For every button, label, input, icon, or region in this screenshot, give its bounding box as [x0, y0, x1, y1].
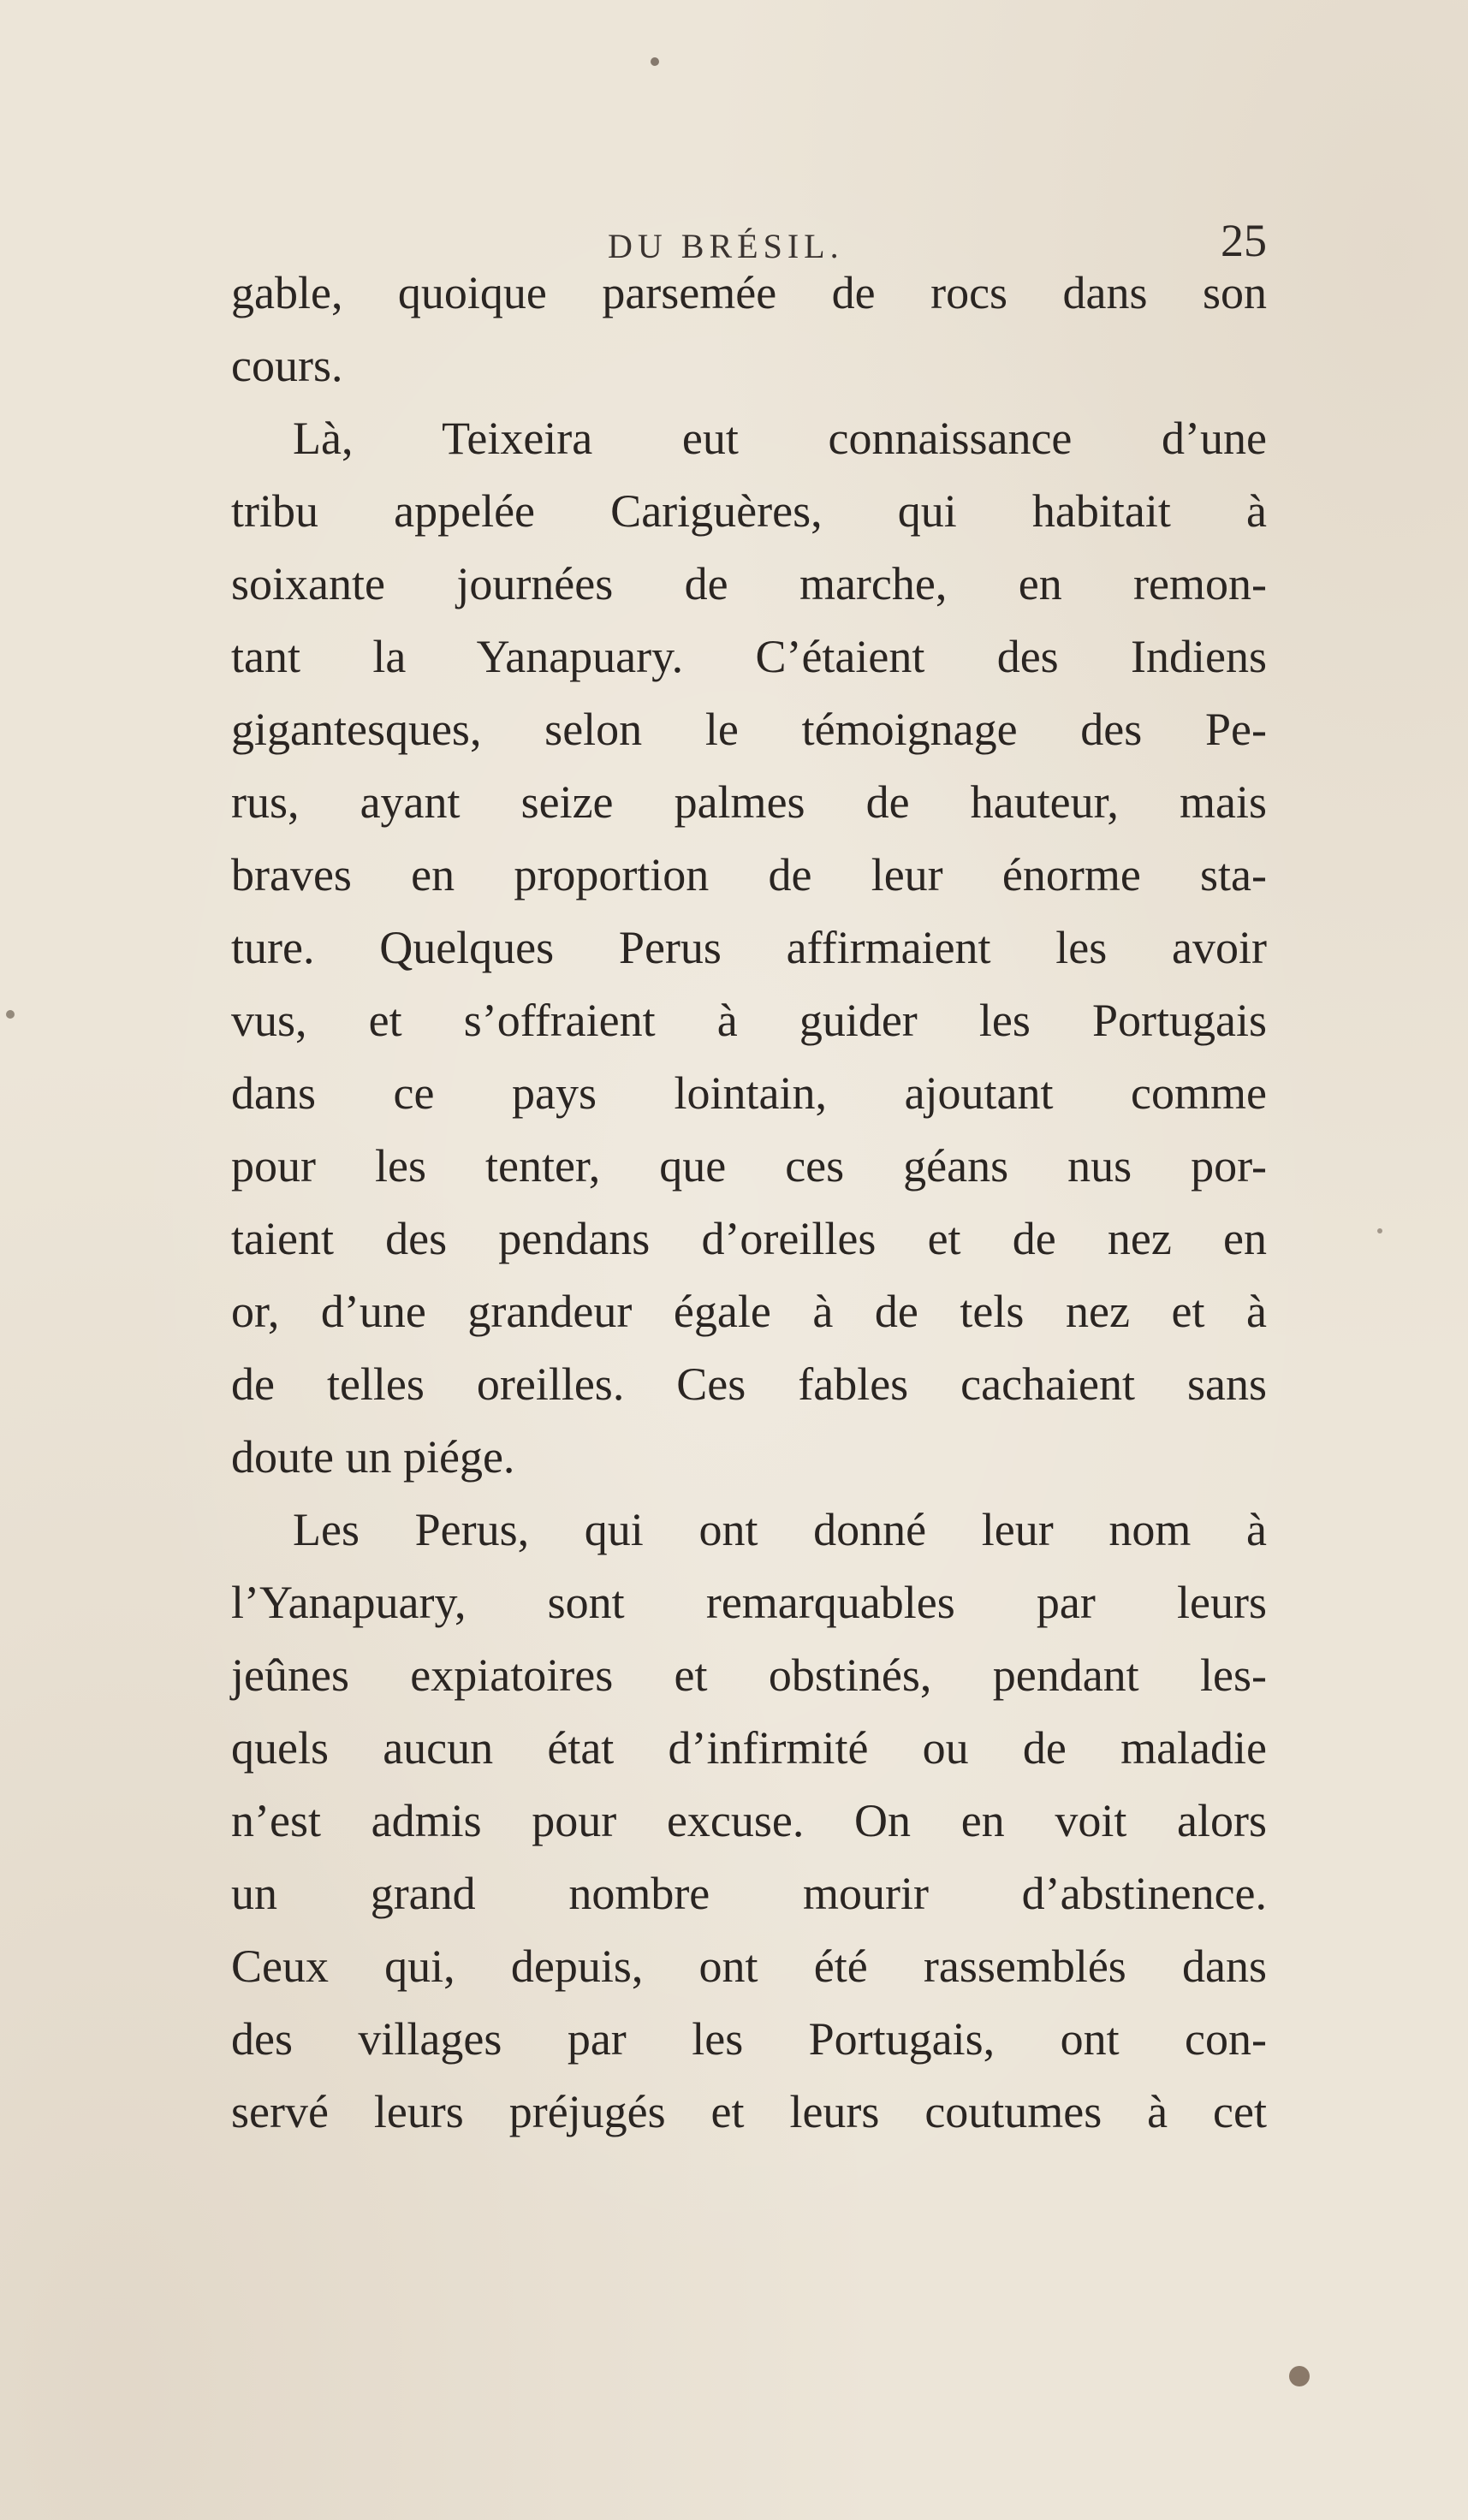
text-line: tribu appelée Cariguères, qui habitait à [231, 485, 1267, 537]
text-line: n’est admis pour excuse. On en voit alors [231, 1795, 1267, 1846]
text-line: or, d’une grandeur égale à de tels nez et à [231, 1286, 1267, 1337]
text-line: vus, et s’offraient à guider les Portugais [231, 995, 1267, 1046]
text-line: pour les tenter, que ces géans nus por- [231, 1140, 1267, 1192]
ink-speck-bottom-right [1289, 2366, 1310, 2386]
text-line: braves en proportion de leur énorme sta- [231, 849, 1267, 900]
text-line: dans ce pays lointain, ajoutant comme [231, 1067, 1267, 1119]
text-line: cours. [231, 340, 343, 391]
text-line: Ceux qui, depuis, ont été rassemblés dans [231, 1941, 1267, 1992]
text-line: gable, quoique parsemée de rocs dans son [231, 267, 1267, 318]
text-line: rus, ayant seize palmes de hauteur, mais [231, 776, 1267, 828]
text-line: Là, Teixeira eut connaissance d’une [293, 413, 1267, 464]
text-line: quels aucun état d’infirmité ou de maladie [231, 1722, 1267, 1774]
ink-speck-left [6, 1010, 15, 1019]
text-line: ture. Quelques Perus affirmaient les avoir [231, 922, 1267, 973]
ink-speck-right [1377, 1228, 1382, 1233]
text-line: Les Perus, qui ont donné leur nom à [293, 1504, 1267, 1555]
ink-speck-top [651, 57, 659, 66]
text-line: tant la Yanapuary. C’étaient des Indiens [231, 631, 1267, 682]
text-line: soixante journées de marche, en remon- [231, 558, 1267, 609]
page-number: 25 [1221, 215, 1267, 266]
text-line: jeûnes expiatoires et obstinés, pendant les- [231, 1649, 1267, 1701]
text-line: gigantesques, selon le témoignage des Pe- [231, 704, 1267, 755]
text-line: taient des pendans d’oreilles et de nez en [231, 1213, 1267, 1264]
text-line: servé leurs préjugés et leurs coutumes à cet [231, 2086, 1267, 2137]
text-line: de telles oreilles. Ces fables cachaient sans [231, 1358, 1267, 1410]
text-line: doute un piége. [231, 1431, 515, 1483]
text-line: des villages par les Portugais, ont con- [231, 2013, 1267, 2065]
running-title: DU BRÉSIL. [608, 227, 844, 265]
text-line: l’Yanapuary, sont remarquables par leurs [231, 1577, 1267, 1628]
text-line: un grand nombre mourir d’abstinence. [231, 1868, 1267, 1919]
body-text [231, 257, 1267, 2149]
